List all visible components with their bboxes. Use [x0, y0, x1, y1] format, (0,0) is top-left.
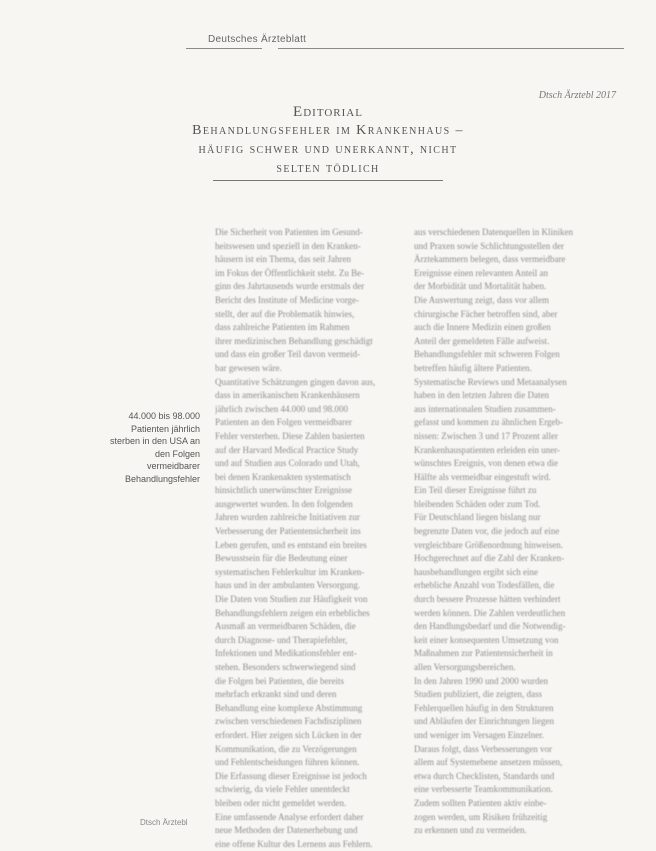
body-line: Infektionen und Medikationsfehler ent- — [215, 648, 357, 659]
body-line: und dass ein großer Teil davon vermeid- — [215, 349, 361, 360]
body-line: Fehlerquellen häufig in den Strukturen — [414, 702, 554, 713]
body-line: Anteil der gemeldeten Fälle aufweist. — [414, 335, 550, 346]
body-line: Studien publiziert, die zeigten, dass — [414, 689, 542, 700]
body-line: und Fehlentscheidungen führen können. — [215, 757, 360, 768]
body-line: Ein Teil dieser Ereignisse führt zu — [414, 485, 537, 496]
pull-quote: 44.000 bis 98.000 Patienten jährlich sterben in den USA an den Folgen vermeidbarer Behandlungsfehler — [109, 411, 200, 484]
body-line: vergleichbare Größenordnung hinweisen. — [414, 539, 564, 550]
body-line: haus und in der ambulanten Versorgung. — [215, 580, 361, 591]
body-line: Kommunikation, die zu Verzögerungen — [215, 743, 357, 754]
body-line: Behandlung eine komplexe Abstimmung — [215, 702, 363, 713]
body-line: ihrer medizinischen Behandlung geschädigt — [215, 335, 373, 346]
title-underline — [213, 180, 443, 181]
body-line: durch bessere Prozesse hätten verhindert — [414, 594, 561, 605]
body-line: heitswesen und speziell in den Kranken- — [215, 240, 361, 251]
body-line: Für Deutschland liegen bislang nur — [414, 512, 541, 523]
body-line: und Praxen sowie Schlichtungsstellen der — [414, 240, 564, 251]
body-line: haben in den letzten Jahren die Daten — [414, 390, 549, 401]
body-line: Verbesserung der Patientensicherheit ins — [215, 526, 361, 537]
body-line: Patienten an den Folgen vermeidbarer — [215, 417, 352, 428]
margin-note: Dtsch Ärztebl — [140, 818, 188, 827]
body-line: etwa durch Checklisten, Standards und — [414, 770, 555, 781]
body-line: aus verschiedenen Datenquellen in Kliniken — [414, 227, 573, 237]
body-line: systematischen Fehlerkultur im Kranken- — [215, 566, 365, 577]
body-line: wünschtes Ereignis, von denen etwa die — [414, 458, 558, 469]
body-line: In den Jahren 1990 und 2000 wurden — [414, 675, 548, 686]
body-line: auf der Harvard Medical Practice Study — [215, 444, 359, 455]
article-title-line-3: selten tödlich — [276, 161, 380, 176]
body-line: und auf Studien aus Colorado und Utah, — [215, 458, 360, 469]
journal-reference: Dtsch Ärztebl 2017 — [538, 90, 616, 101]
body-line: Zudem sollten Patienten aktiv einbe- — [414, 797, 547, 808]
body-line: Die Daten von Studien zur Häufigkeit von — [215, 594, 368, 605]
body-line: erfordert. Hier zeigen sich Lücken in der — [215, 729, 362, 740]
body-line: häusern ist ein Thema, das seit Jahren — [215, 254, 352, 265]
body-line: erhebliche Anzahl von Todesfällen, die — [414, 580, 555, 591]
body-line: ausgewertet wurden. In den folgenden — [215, 498, 353, 509]
body-line: Hälfte als vermeidbar eingestuft wird. — [414, 471, 551, 482]
body-line: allem auf Systemebene ansetzen müssen, — [414, 757, 563, 768]
body-line: Ärztekammern belegen, dass vermeidbare — [414, 254, 566, 265]
body-line: gefasst und kommen zu ähnlichen Ergeb- — [414, 417, 564, 428]
body-line: jährlich zwischen 44.000 und 98.000 — [215, 403, 348, 414]
body-line: Systematische Reviews und Metaanalysen — [414, 376, 567, 387]
body-line: die Folgen bei Patienten, die bereits — [215, 675, 344, 686]
body-line: Jahren wurden zahlreiche Initiativen zur — [215, 512, 360, 523]
body-line: neue Methoden der Datenerhebung und — [215, 825, 358, 836]
body-line: Bericht des Institute of Medicine vorge- — [215, 294, 360, 305]
body-line: durch Diagnose- und Therapiefehler, — [215, 634, 348, 645]
body-line: Daraus folgt, dass Verbesserungen vor — [414, 743, 553, 754]
article-title-line-1: Behandlungsfehler im Krankenhaus – — [192, 123, 464, 138]
body-line: schwierig, da viele Fehler unentdeckt — [215, 784, 350, 795]
running-head: Deutsches Ärzteblatt — [208, 34, 307, 45]
article-title-line-2: häufig schwer und unerkannt, nicht — [198, 142, 458, 157]
body-line: Bewusstsein für die Bedeutung einer — [215, 553, 348, 564]
header-rule-left — [186, 48, 262, 49]
body-column-left — [215, 226, 395, 851]
body-line: den Handlungsbedarf und die Notwendig- — [414, 621, 566, 632]
body-line: Leben gerufen, und es entstand ein breites — [215, 539, 367, 550]
body-line: stehen. Besonders schwerwiegend sind — [215, 662, 356, 672]
body-line: begrenzte Daten vor, die jedoch auf eine — [414, 526, 560, 537]
body-line: zu erkennen und zu vermeiden. — [414, 825, 527, 836]
body-line: dass zahlreiche Patienten im Rahmen — [215, 322, 350, 333]
body-line: Ereignisse einen relevanten Anteil an — [414, 267, 548, 278]
body-line: Die Erfassung dieser Ereignisse ist jedoch — [215, 770, 367, 781]
body-line: auch die Innere Medizin einen großen — [414, 322, 551, 333]
body-line: Ausmaß an vermeidbaren Schäden, die — [215, 621, 356, 632]
article-title-block — [128, 104, 528, 181]
body-line: eine offene Kultur des Lernens aus Fehlern. — [215, 838, 373, 849]
body-line: mehrfach erkrankt sind und deren — [215, 689, 337, 700]
body-line: Die Sicherheit von Patienten im Gesund- — [215, 227, 363, 237]
body-line: ginn des Jahrtausends wurde erstmals der — [215, 281, 365, 292]
body-line: Behandlungsfehler mit schweren Folgen — [414, 349, 560, 360]
article-kicker: Editorial — [293, 104, 363, 120]
body-line: allen Versorgungsbereichen. — [414, 662, 516, 672]
body-line: betreffen häufig ältere Patienten. — [414, 362, 532, 373]
body-line: stellt, der auf die Problematik hinwies, — [215, 308, 355, 319]
body-line: zogen werden, um Risiken frühzeitig — [414, 811, 548, 822]
body-line: bleibenden Schäden oder zum Tod. — [414, 498, 541, 509]
body-line: nissen: Zwischen 3 und 17 Prozent aller — [414, 430, 558, 441]
body-line: bei denen Krankenakten systematisch — [215, 471, 351, 482]
body-line: Eine umfassende Analyse erfordert daher — [215, 811, 364, 822]
header-rule-right — [278, 48, 624, 49]
body-line: chirurgische Fächer betroffen sind, aber — [414, 308, 558, 319]
body-line: und weniger im Versagen Einzelner. — [414, 729, 545, 740]
body-line: der Morbidität und Mortalität haben. — [414, 281, 547, 292]
body-line: Hochgerechnet auf die Zahl der Kranken- — [414, 553, 565, 564]
body-line: und Abläufen der Einrichtungen liegen — [414, 716, 554, 727]
body-line: Maßnahmen zur Patientensicherheit in — [414, 648, 553, 659]
body-column-right — [414, 226, 614, 838]
body-line: hinsichtlich unerwünschter Ereignisse — [215, 485, 352, 496]
body-line: bleiben oder nicht gemeldet werden. — [215, 797, 347, 808]
body-line: bar gewesen wäre. — [215, 362, 282, 373]
body-line: eine verbesserte Teamkommunikation. — [414, 784, 553, 795]
body-line: Quantitative Schätzungen gingen davon aus, — [215, 376, 376, 387]
body-line: aus internationalen Studien zusammen- — [414, 403, 556, 414]
body-line: zwischen verschiedenen Fachdisziplinen — [215, 716, 362, 727]
body-line: Behandlungsfehlern zeigen ein erhebliches — [215, 607, 370, 618]
body-line: dass in amerikanischen Krankenhäusern — [215, 390, 360, 401]
body-line: keit einer konsequenten Umsetzung von — [414, 634, 559, 645]
body-line: im Fokus der Öffentlichkeit steht. Zu Be- — [215, 267, 365, 278]
body-line: Krankenhauspatienten erleiden ein uner- — [414, 444, 561, 455]
body-line: hausbehandlungen ergibt sich eine — [414, 566, 539, 577]
body-line: Die Auswertung zeigt, dass vor allem — [414, 294, 549, 305]
body-line: Fehler versterben. Diese Zahlen basierten — [215, 430, 365, 441]
body-line: werden können. Die Zahlen verdeutlichen — [414, 607, 566, 618]
